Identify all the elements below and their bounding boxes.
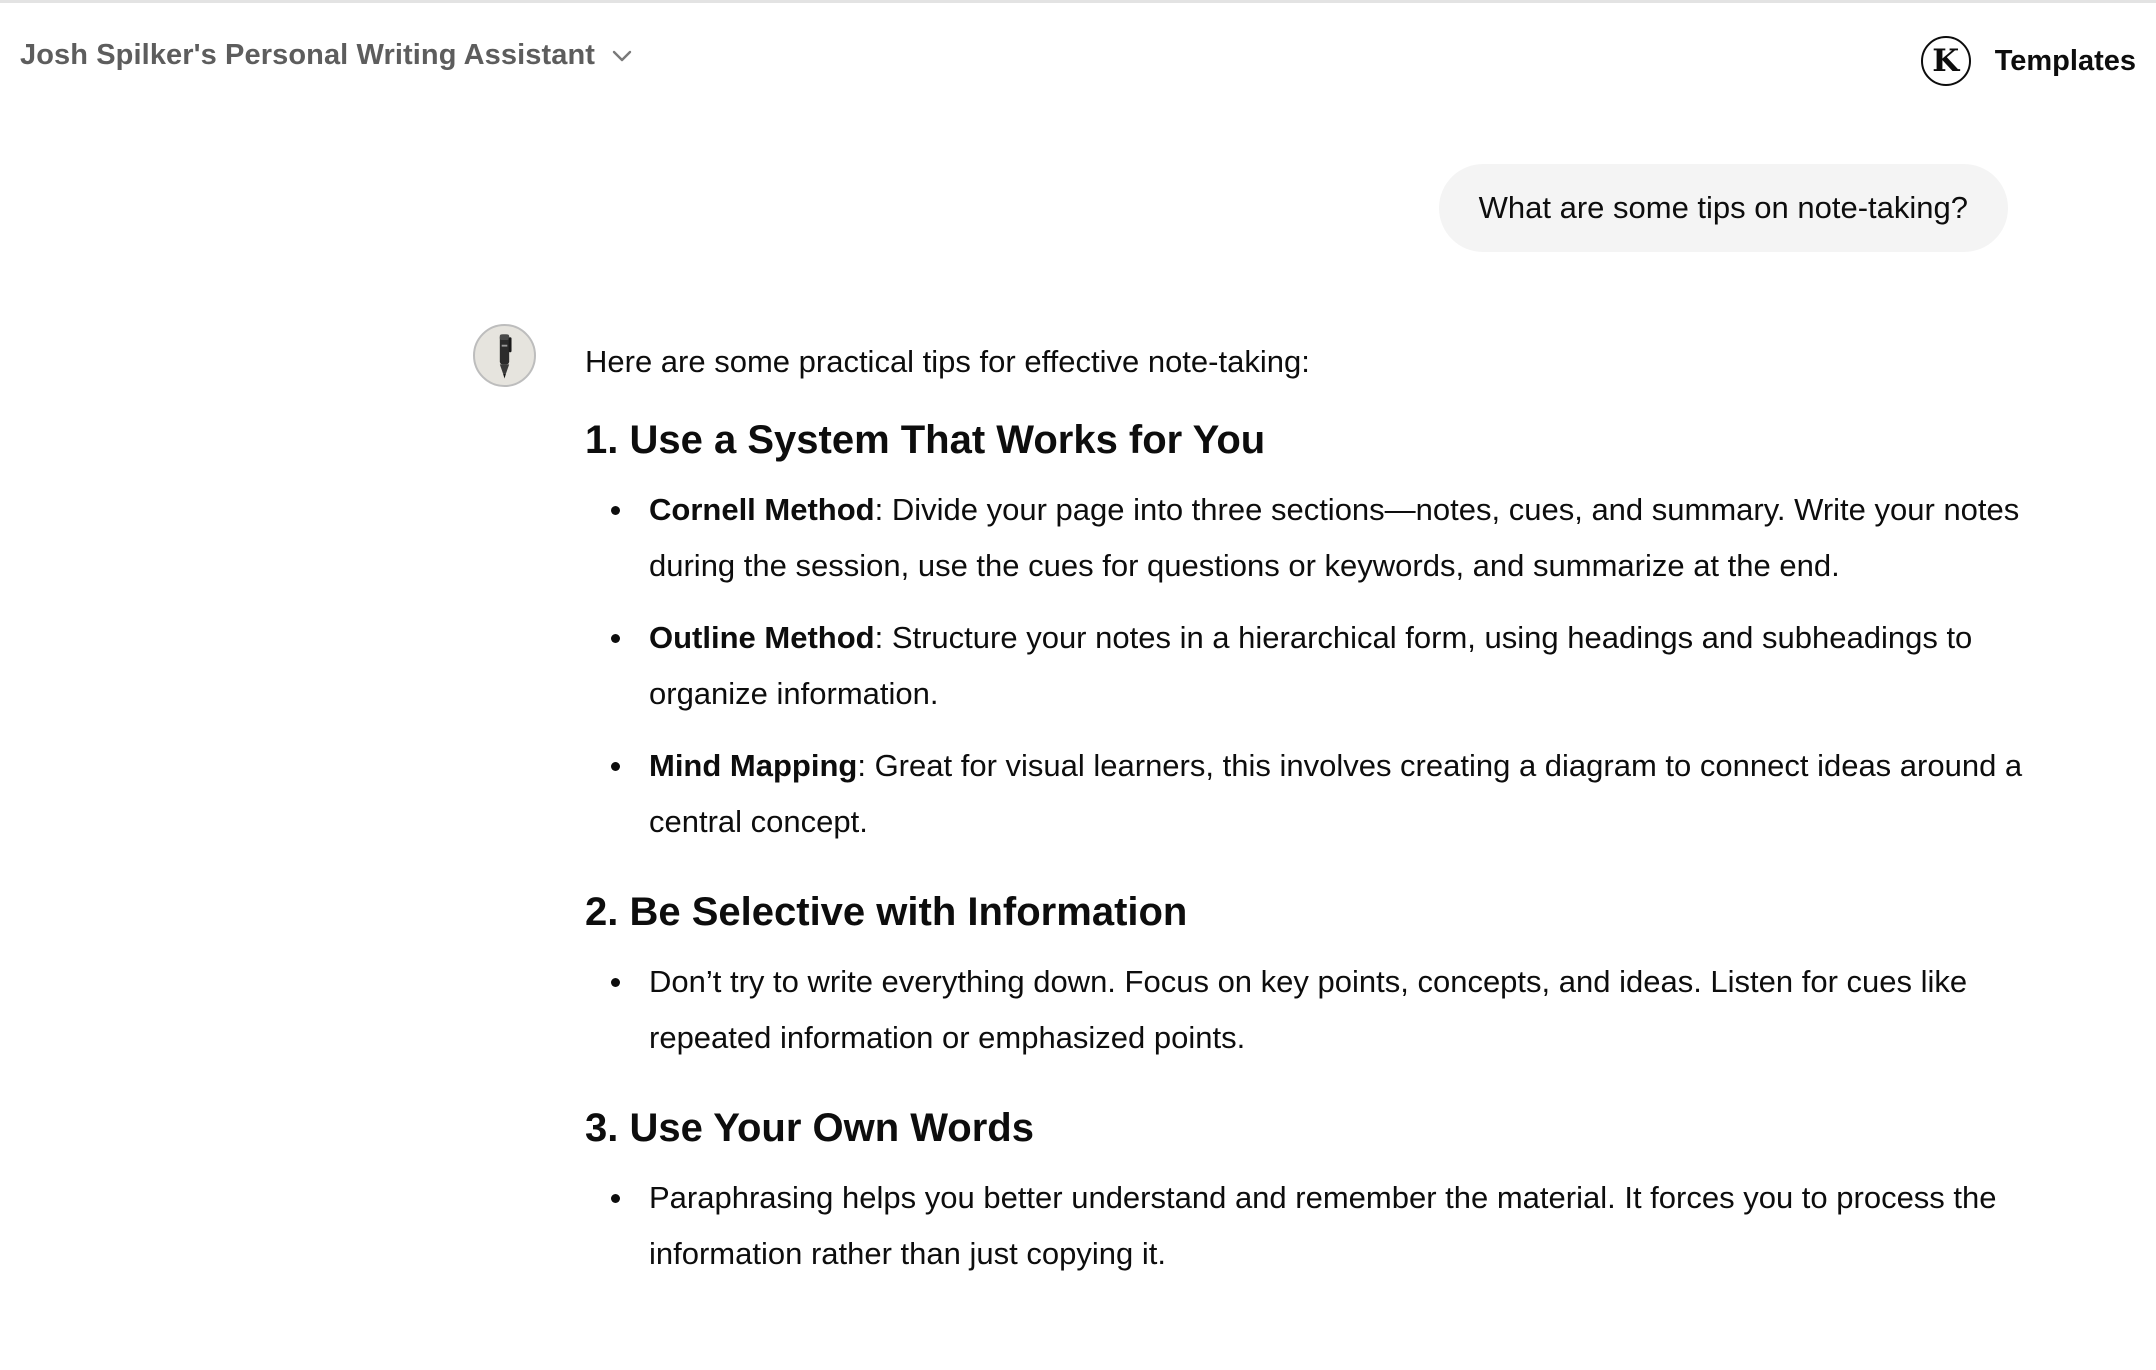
assistant-message <box>585 334 2025 1316</box>
header-actions <box>1921 36 2136 86</box>
list-item <box>585 738 2025 850</box>
bullet-term: Mind Mapping <box>649 748 858 783</box>
list-item <box>585 482 2025 594</box>
gpt-switcher-button[interactable] <box>20 39 635 72</box>
bullet-list <box>585 1170 2025 1282</box>
list-item <box>585 954 2025 1066</box>
gpt-name: Josh Spilker's Personal Writing Assistant <box>20 39 596 71</box>
chevron-down-icon <box>609 43 635 69</box>
bullet-text: : Great for visual learners, this involves creating a diagram to connect ideas around a central concept. <box>649 748 2023 839</box>
list-item <box>585 1170 2025 1282</box>
brand-logo <box>1921 36 1971 86</box>
bullet-list <box>585 954 2025 1066</box>
bullet-text: Don’t try to write everything down. Focus on key points, concepts, and ideas. Listen for cues like repeated information or emphasized points. <box>649 964 1968 1055</box>
bullet-list <box>585 482 2025 850</box>
bullet-text: : Structure your notes in a hierarchical form, using headings and subheadings to organize information. <box>649 620 1973 711</box>
bullet-term: Outline Method <box>649 620 875 655</box>
list-item <box>585 610 2025 722</box>
section-heading: 1. Use a System That Works for You <box>585 418 1266 462</box>
section-heading: 3. Use Your Own Words <box>585 1106 1034 1150</box>
user-message-bubble <box>1439 164 2008 252</box>
brand-logo-letter: K <box>1932 42 1960 79</box>
assistant-intro: Here are some practical tips for effective note-taking: <box>585 344 1310 379</box>
bullet-text: : Divide your page into three sections—notes, cues, and summary. Write your notes during the session, use the cues for questions or keywords, and summarize at the end. <box>649 492 2020 583</box>
bullet-term: Cornell Method <box>649 492 875 527</box>
templates-link[interactable]: Templates <box>1994 44 2136 77</box>
pen-icon <box>475 326 534 385</box>
chat-header <box>0 3 2156 117</box>
assistant-avatar <box>473 324 536 387</box>
bullet-text: Paraphrasing helps you better understand and remember the material. It forces you to process the information rather than just copying it. <box>649 1180 1997 1271</box>
user-message-text: What are some tips on note-taking? <box>1478 190 1968 225</box>
section-heading: 2. Be Selective with Information <box>585 890 1188 934</box>
